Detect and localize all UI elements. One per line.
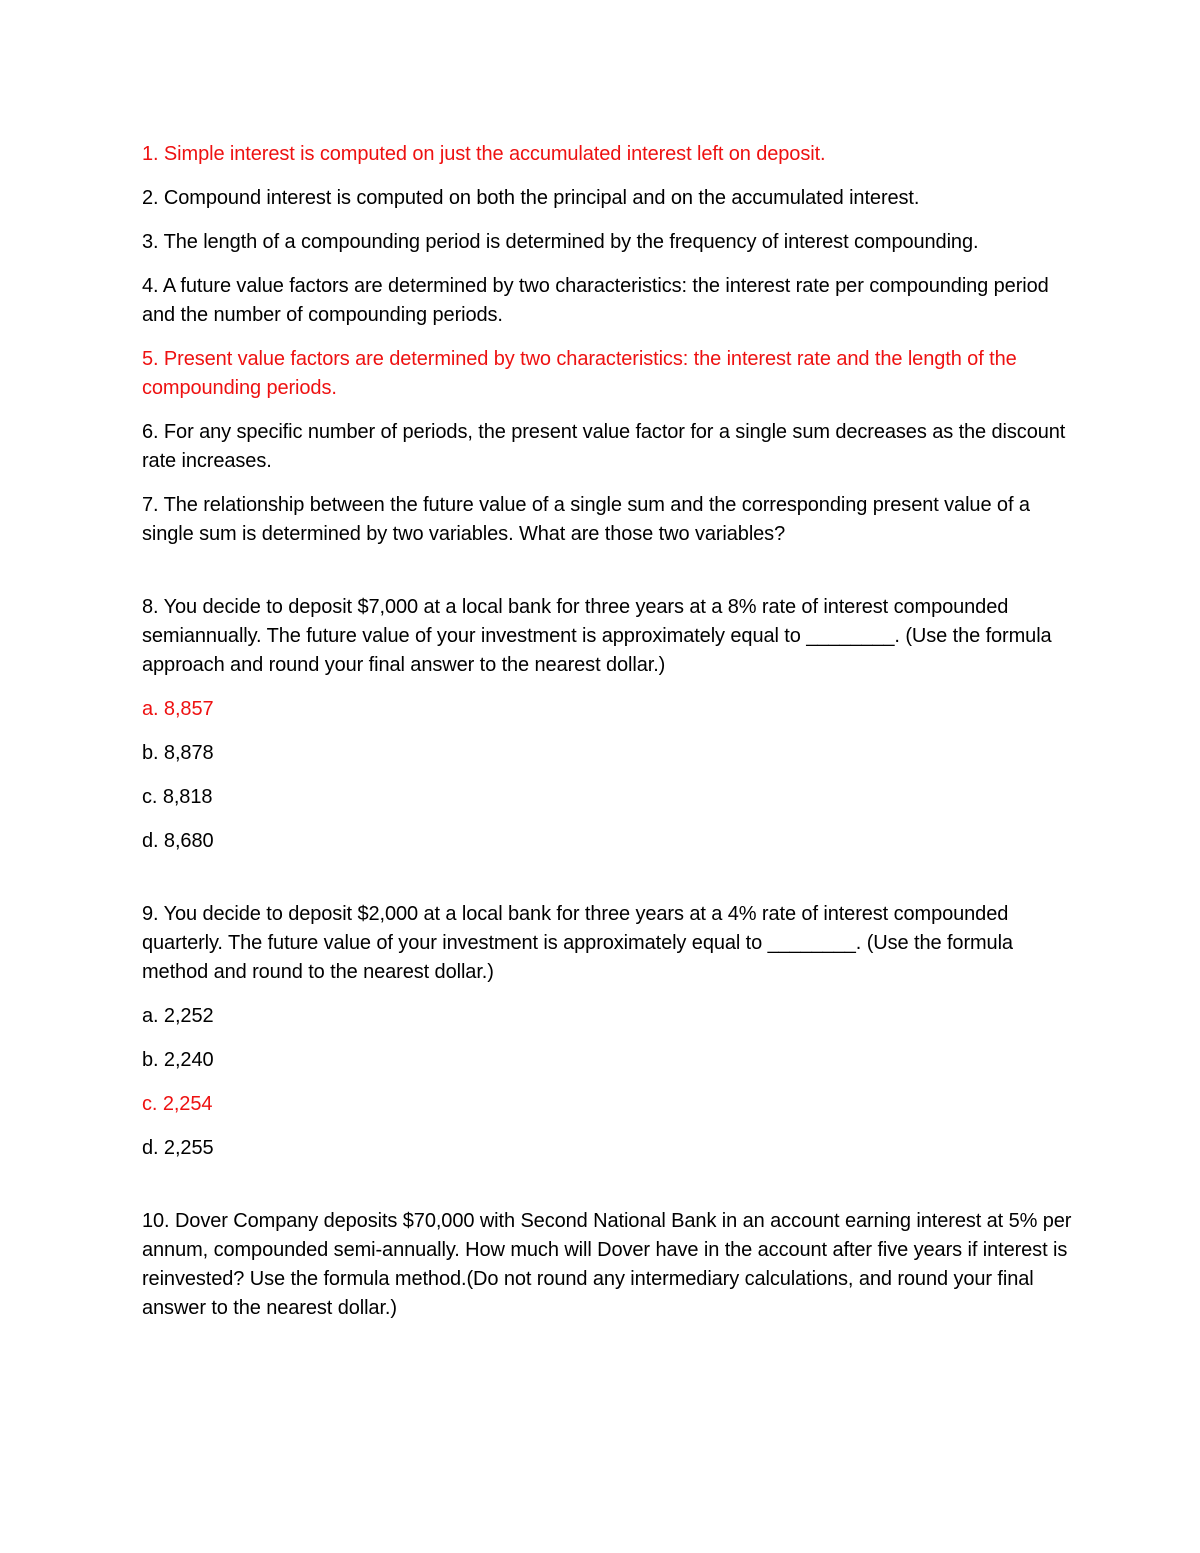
question-9-option-d: d. 2,255: [142, 1137, 214, 1159]
question-8-option-c: c. 8,818: [142, 786, 213, 808]
question-9: 9. You decide to deposit $2,000 at a local bank for three years at a 4% rate of interest compounded quarterly. The future value of your investment is approximately equal to ________. (Use the formula method and round to the nearest dollar.): [142, 903, 1013, 983]
question-1: 1. Simple interest is computed on just the accumulated interest left on deposit.: [142, 143, 826, 165]
question-3: 3. The length of a compounding period is determined by the frequency of interest compounding.: [142, 231, 979, 253]
question-9-option-b: b. 2,240: [142, 1049, 214, 1071]
document-content: [142, 140, 1072, 1338]
question-4: 4. A future value factors are determined by two characteristics: the interest rate per compounding period and the number of compounding periods.: [142, 275, 1049, 326]
question-6: 6. For any specific number of periods, the present value factor for a single sum decreases as the discount rate increases.: [142, 421, 1066, 472]
question-2: 2. Compound interest is computed on both the principal and on the accumulated interest.: [142, 187, 920, 209]
question-9-option-c: c. 2,254: [142, 1093, 213, 1115]
question-8-option-d: d. 8,680: [142, 830, 214, 852]
question-5: 5. Present value factors are determined by two characteristics: the interest rate and the length of the compounding periods.: [142, 348, 1017, 399]
question-8-option-b: b. 8,878: [142, 742, 214, 764]
question-8: 8. You decide to deposit $7,000 at a local bank for three years at a 8% rate of interest compounded semiannually. The future value of your investment is approximately equal to ________. (Use the formula approach and round your final answer to the nearest dollar.): [142, 596, 1052, 676]
question-10: 10. Dover Company deposits $70,000 with Second National Bank in an account earning interest at 5% per annum, compounded semi-annually. How much will Dover have in the account after five years if interest is reinvested? Use the formula method.(Do not round any intermediary calculations, and round your final answer to the nearest dollar.): [142, 1210, 1072, 1319]
question-8-option-a: a. 8,857: [142, 698, 214, 720]
question-7: 7. The relationship between the future value of a single sum and the corresponding present value of a single sum is determined by two variables. What are those two variables?: [142, 494, 1030, 545]
question-9-option-a: a. 2,252: [142, 1005, 214, 1027]
